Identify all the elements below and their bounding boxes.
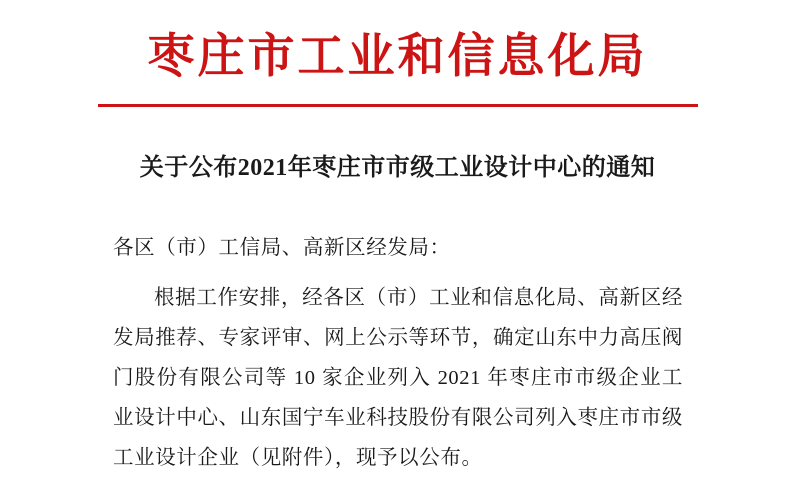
document-header	[0, 28, 795, 86]
header-red-rule	[98, 104, 698, 107]
issuing-organization-title: 枣庄市工业和信息化局	[147, 31, 648, 83]
body-paragraph: 根据工作安排，经各区（市）工业和信息化局、高新区经发局推荐、专家评审、网上公示等环节，确定山东中力高压阀门股份有限公司等 10 家企业列入 2021 年枣庄市市级企业工业设计中心、山东国宁车业科技股份有限公司列入枣庄市市级工业设计企业（见附件），现予以公布。	[113, 287, 683, 469]
salutation-line: 各区（市）工信局、高新区经发局：	[113, 237, 451, 259]
document-body	[113, 228, 683, 478]
document-title: 关于公布2021年枣庄市市级工业设计中心的通知	[139, 155, 656, 181]
